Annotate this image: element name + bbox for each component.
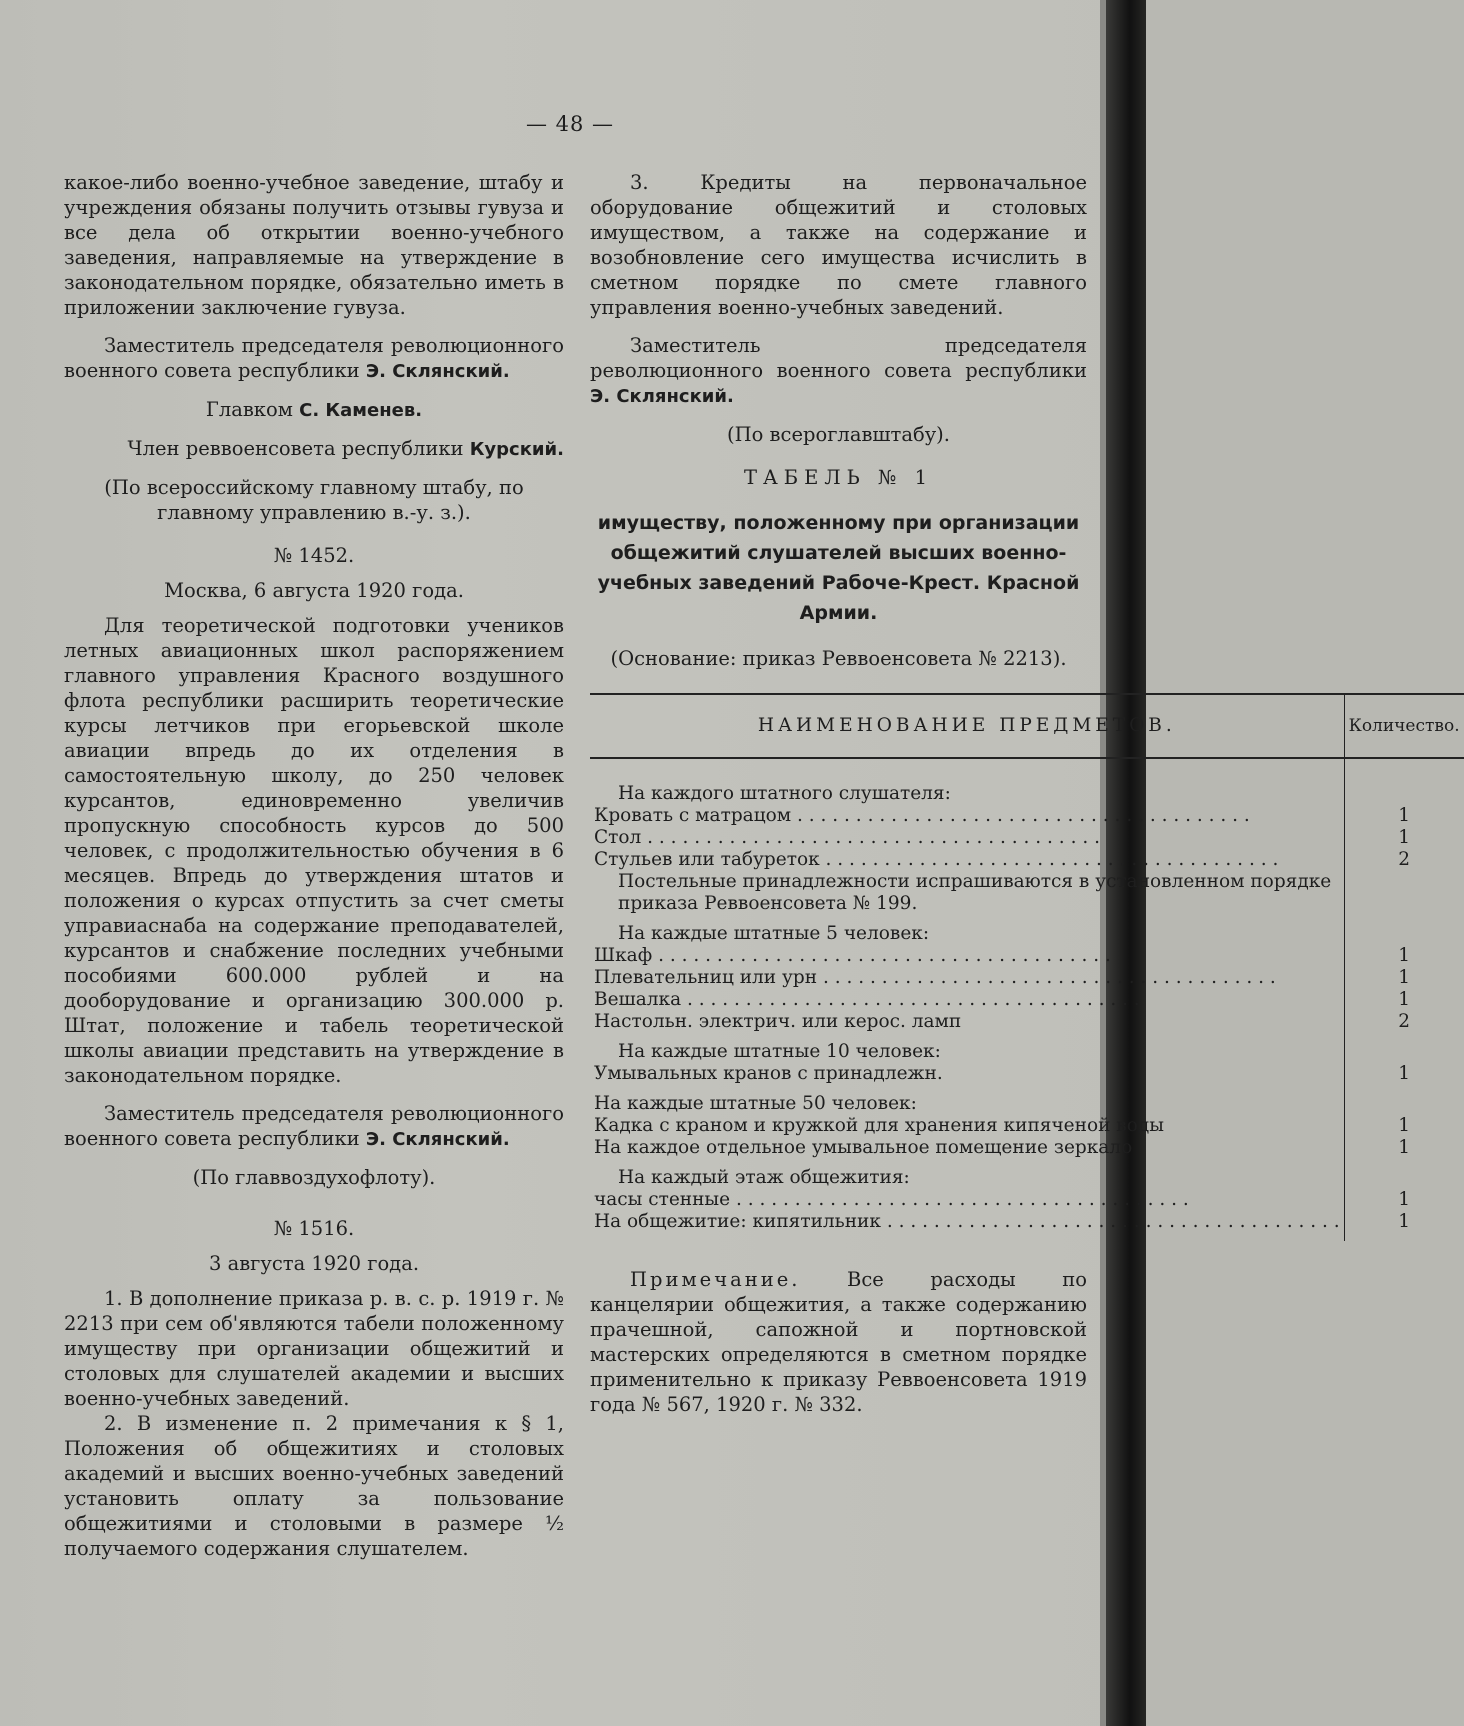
item-note: Постельные принадлежности испрашиваются в установленном порядке приказа Реввоенсовета № 199. [618, 871, 1332, 914]
table-row [590, 945, 1464, 967]
signature-name: Курский. [469, 439, 564, 460]
table-row [590, 1211, 1464, 1241]
item-name: На общежитие: кипятильник . . . . . . . . . . . . . . . . . . . . . . . . . . . . . . . . . . . . . . . [594, 1211, 1340, 1232]
table-row [590, 1063, 1464, 1085]
item-name: Плевательниц или урн . . . . . . . . . . . . . . . . . . . . . . . . . . . . . . . . . . . . . . . [594, 967, 1276, 988]
signature-name: С. Каменев. [299, 400, 423, 421]
routing-note: (По главвоздухофлоту). [192, 1166, 436, 1189]
note-text: Все расходы по канцелярии общежития, а также содержанию прачешной, сапожной и портновской мастерских определяются в сметном порядке применительно к приказу Реввоенсовета 1919 года № 567, 1920 г. № 332. [590, 1268, 1087, 1416]
item-quantity: 2 [1344, 1011, 1463, 1033]
signature-title: Заместитель председателя революционного военного совета республики [64, 334, 564, 382]
signature-commander [64, 397, 564, 423]
column-header-name: НАИМЕНОВАНИЕ ПРЕДМЕТОВ. [590, 694, 1344, 758]
table-group-row [590, 1159, 1464, 1189]
item-quantity: 1 [1344, 989, 1463, 1011]
order-date: 3 августа 1920 года. [208, 1252, 420, 1275]
order-text: Для теоретической подготовки учеников летных авиационных школ распоряжением главного управления Красного воздушного флота республики расширить теоретические курсы летчиков при егорьевской школе авиации впредь до их отделения в самостоятельную школу, до 250 человек курсантов, единовременно увеличив пропускную способность курсов до 500 человек, с продолжительностью обучения в 6 месяцев. Впредь до утверждения штатов и положения о курсах отпустить за счет сметы управиаснаба на содержание преподавателей, курсантов и снабжение последних учебными пособиями 600.000 рублей и на дооборудование и организацию 300.000 р. Штат, положение и табель теоретической школы авиации представить на утверждение в законодательном порядке. [64, 614, 564, 1087]
signature-name: Э. Склянский. [590, 386, 734, 407]
item-quantity: 1 [1344, 967, 1463, 989]
group-label: На каждые штатные 5 человек: [618, 923, 930, 944]
item-name: Стол . . . . . . . . . . . . . . . . . . . . . . . . . . . . . . . . . . . . . . . [594, 827, 1100, 848]
group-label: На каждые штатные 10 человек: [618, 1041, 941, 1062]
table-basis: (Основание: приказ Реввоенсовета № 2213). [610, 647, 1067, 670]
table-row [590, 805, 1464, 827]
note-label: Примечание. [630, 1268, 801, 1291]
right-column [590, 170, 1460, 1417]
signature-name: Э. Склянский. [365, 361, 510, 382]
item-name: Стульев или табуреток . . . . . . . . . . . . . . . . . . . . . . . . . . . . . . . . . . . . . . . [594, 849, 1279, 870]
signature-name: Э. Склянский. [365, 1129, 510, 1150]
group-label: На каждый этаж общежития: [618, 1167, 910, 1188]
order-date: Москва, 6 августа 1920 года. [164, 579, 464, 602]
table-group-row [590, 1085, 1464, 1115]
signature-title: Заместитель председателя революционного военного совета республики [64, 1102, 564, 1150]
item-quantity: 1 [1344, 1115, 1463, 1137]
item-name: Вешалка . . . . . . . . . . . . . . . . . . . . . . . . . . . . . . . . . . . . . . . [594, 989, 1140, 1010]
routing-note: (По всероссийскому главному штабу, по главному управлению в.-у. з.). [104, 476, 524, 524]
table-row [590, 849, 1464, 871]
page-number: — 48 — [525, 112, 615, 136]
item-quantity: 1 [1344, 827, 1463, 849]
signature-deputy-chairman [64, 1101, 564, 1152]
routing-note: (По всероглавштабу). [727, 423, 950, 446]
item-name: Настольн. электрич. или керос. ламп [594, 1011, 962, 1032]
table-note [590, 1267, 1087, 1417]
group-label: На каждого штатного слушателя: [618, 783, 951, 804]
paragraph-continuation: какое-либо военно-учебное заведение, штабу и учреждения обязаны получить отзывы гувуза и все дела об открытии военно-учебного заведения, направляемые на утверждение в законодательном порядке, обязательно иметь в приложении заключение гувуза. [64, 171, 564, 319]
item-name: часы стенные . . . . . . . . . . . . . . . . . . . . . . . . . . . . . . . . . . . . . . . [594, 1189, 1189, 1210]
column-header-quantity: Количество. [1344, 694, 1463, 758]
item-quantity: 1 [1344, 1137, 1463, 1159]
item-name: Умывальных кранов с принадлежн. [594, 1063, 943, 1084]
item-quantity: 1 [1344, 1063, 1463, 1085]
items-table [590, 693, 1464, 1241]
order-paragraph-3: 3. Кредиты на первоначальное оборудование общежитий и столовых имуществом, а также на содержание и возобновление сего имущества исчислить в сметном порядке по смете главного управления военно-учебных заведений. [590, 171, 1087, 319]
signature-title: Член реввоенсовета республики [127, 437, 464, 460]
table-row [590, 1137, 1464, 1159]
order-paragraph-2: 2. В изменение п. 2 примечания к § 1, Положения об общежитиях и столовых академий и высших военно-учебных заведений установить оплату за пользование общежитиями и столовыми в размере ½ получаемого содержания слушателем. [64, 1412, 564, 1560]
order-paragraph-1: 1. В дополнение приказа р. в. с. р. 1919 г. № 2213 при сем об'являются табели положенному имуществу при организации общежитий и столовых для слушателей академии и высших военно-учебных заведений. [64, 1287, 564, 1410]
table-row [590, 967, 1464, 989]
table-title: ТАБЕЛЬ № 1 [743, 466, 933, 489]
signature-deputy-chairman [64, 333, 564, 384]
signature-title: Главком [205, 398, 293, 421]
item-name: На каждое отдельное умывальное помещение зеркало [594, 1137, 1133, 1158]
signature-deputy-chairman [590, 333, 1087, 409]
table-header-row [590, 694, 1464, 758]
item-quantity: 1 [1344, 1189, 1463, 1211]
table-group-row [590, 915, 1464, 945]
order-number: № 1452. [273, 544, 355, 567]
item-name: Кадка с краном и кружкой для хранения кипяченой воды [594, 1115, 1164, 1136]
table-row [590, 827, 1464, 849]
table-row [590, 871, 1464, 915]
table-row [590, 989, 1464, 1011]
item-quantity: 1 [1344, 945, 1463, 967]
left-column [64, 170, 564, 1561]
group-label: На каждые штатные 50 человек: [594, 1093, 917, 1114]
item-name: Кровать с матрацом . . . . . . . . . . . . . . . . . . . . . . . . . . . . . . . . . . . . . . . [594, 805, 1250, 826]
table-group-row [590, 758, 1464, 805]
signature-title: Заместитель председателя революционного военного совета республики [590, 334, 1087, 382]
item-quantity: 1 [1344, 1211, 1463, 1241]
item-quantity: 2 [1344, 849, 1463, 871]
table-row [590, 1115, 1464, 1137]
item-name: Шкаф . . . . . . . . . . . . . . . . . . . . . . . . . . . . . . . . . . . . . . . [594, 945, 1111, 966]
table-row [590, 1189, 1464, 1211]
table-group-row [590, 1033, 1464, 1063]
table-row [590, 1011, 1464, 1033]
table-subtitle: имуществу, положенному при организации общежитий слушателей высших военно-учебных заведений Рабоче-Крест. Красной Армии. [597, 512, 1080, 624]
signature-member [64, 436, 564, 462]
item-quantity: 1 [1344, 805, 1463, 827]
order-number: № 1516. [273, 1217, 355, 1240]
